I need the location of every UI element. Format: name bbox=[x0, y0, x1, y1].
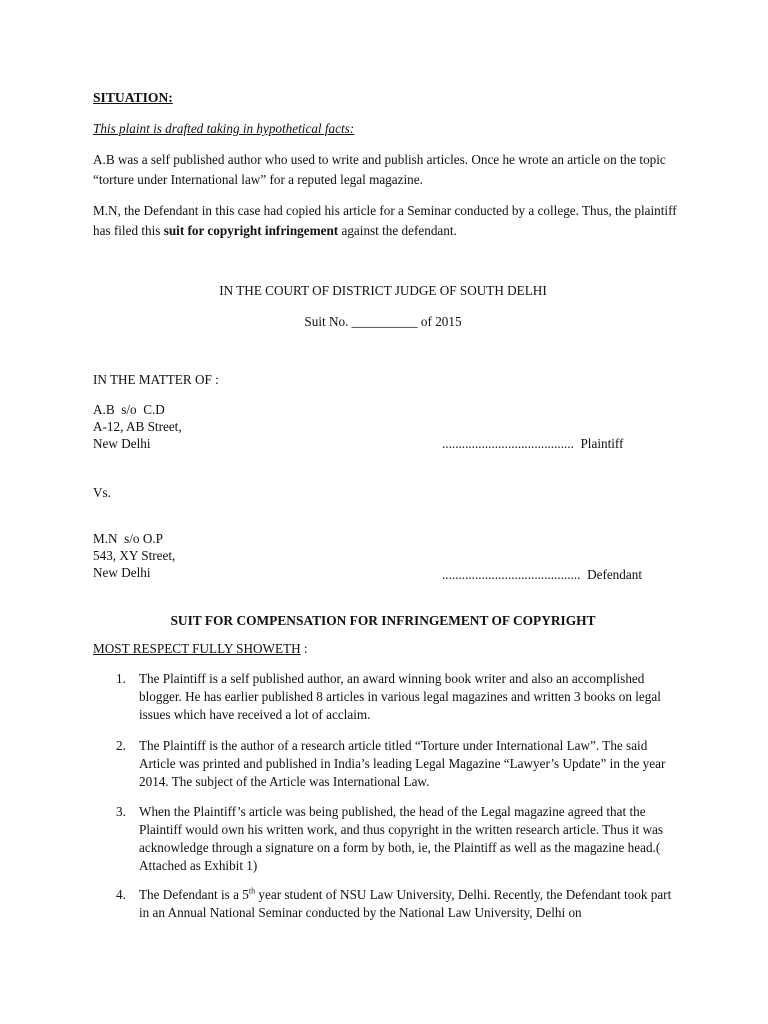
paragraph-number: 1. bbox=[116, 671, 126, 686]
list-item bbox=[116, 670, 676, 724]
suit-for-copyright-infringement-text: suit for copyright infringement bbox=[163, 223, 339, 238]
plaintiff-address-line-2: New Delhi bbox=[93, 436, 151, 451]
situation-paragraph-2-text: M.N, the Defendant in this case had copied his article for a Seminar conducted by a college. Thus, the plaintiff has filed this bbox=[93, 203, 677, 238]
paragraph-text-start: The Defendant is a 5 bbox=[139, 887, 249, 902]
matter-label: IN THE MATTER OF : bbox=[93, 372, 219, 387]
paragraph-list-item-2 bbox=[116, 737, 676, 791]
paragraph-number: 2. bbox=[116, 738, 126, 753]
showeth-heading bbox=[93, 642, 308, 655]
showeth-suffix: : bbox=[300, 641, 308, 656]
paragraph-number: 3. bbox=[116, 804, 126, 819]
paragraph-list-item-3 bbox=[116, 803, 676, 875]
list-item bbox=[116, 886, 676, 922]
situation-paragraph-2-ending: against the defendant. bbox=[338, 223, 457, 238]
defendant-address-line-1: 543, XY Street, bbox=[93, 548, 176, 563]
hypothetical-note: This plaint is drafted taking in hypothetical facts: bbox=[93, 121, 355, 136]
paragraph-text: When the Plaintiff’s article was being published, the head of the Legal magazine agreed that the Plaintiff would own his written work, and thus copyright in the written research article. Thus it was acknowledge through a signature on a form by both, ie, the Plaintiff as well as the magazine head.( Attached as Exhibit 1) bbox=[139, 804, 663, 873]
paragraph-text bbox=[139, 887, 671, 920]
versus-label: Vs. bbox=[93, 485, 111, 500]
situation-paragraph-2 bbox=[93, 201, 683, 241]
suit-title: SUIT FOR COMPENSATION FOR INFRINGEMENT OF COPYRIGHT bbox=[170, 613, 596, 628]
paragraph-text: The Plaintiff is the author of a research article titled “Torture under International Law”. The said Article was printed and published in India’s leading Legal Magazine “Lawyer’s Update” in the year 2014. The subject of the Article was International Law. bbox=[139, 738, 666, 789]
defendant-role: .......................................... Defendant bbox=[442, 567, 642, 582]
defendant-name: M.N s/o O.P bbox=[93, 531, 163, 546]
list-item bbox=[116, 737, 676, 791]
situation-heading: SITUATION: bbox=[93, 90, 173, 105]
defendant-address-line-2: New Delhi bbox=[93, 565, 151, 580]
paragraph-text: The Plaintiff is a self published author, an award winning book writer and also an accomplished blogger. He has earlier published 8 articles in various legal magazines and written 3 books on legal issues which have received a lot of acclaim. bbox=[139, 671, 661, 722]
ordinal-superscript: th bbox=[248, 886, 256, 896]
plaintiff-role: ........................................ Plaintiff bbox=[442, 436, 624, 451]
paragraph-list-item-4 bbox=[116, 886, 676, 922]
defendant-block bbox=[93, 530, 175, 581]
paragraph-text-end: year student of NSU Law University, Delhi. Recently, the Defendant took part in an Annual National Seminar conducted by the National Law University, Delhi on bbox=[139, 887, 672, 920]
situation-paragraph-1: A.B was a self published author who used to write and publish articles. Once he wrote an article on the topic “torture under International law” for a reputed legal magazine. bbox=[93, 152, 666, 187]
plaintiff-address-line-1: A-12, AB Street, bbox=[93, 419, 182, 434]
paragraph-list-item-1 bbox=[116, 670, 676, 724]
plaintiff-name: A.B s/o C.D bbox=[93, 402, 165, 417]
paragraph-number: 4. bbox=[116, 887, 126, 902]
plaintiff-block bbox=[93, 401, 182, 452]
suit-number: Suit No. __________ of 2015 bbox=[304, 314, 462, 329]
list-item bbox=[116, 803, 676, 875]
court-title: IN THE COURT OF DISTRICT JUDGE OF SOUTH DELHI bbox=[219, 283, 547, 298]
showeth-label: MOST RESPECT FULLY SHOWETH bbox=[93, 641, 301, 656]
